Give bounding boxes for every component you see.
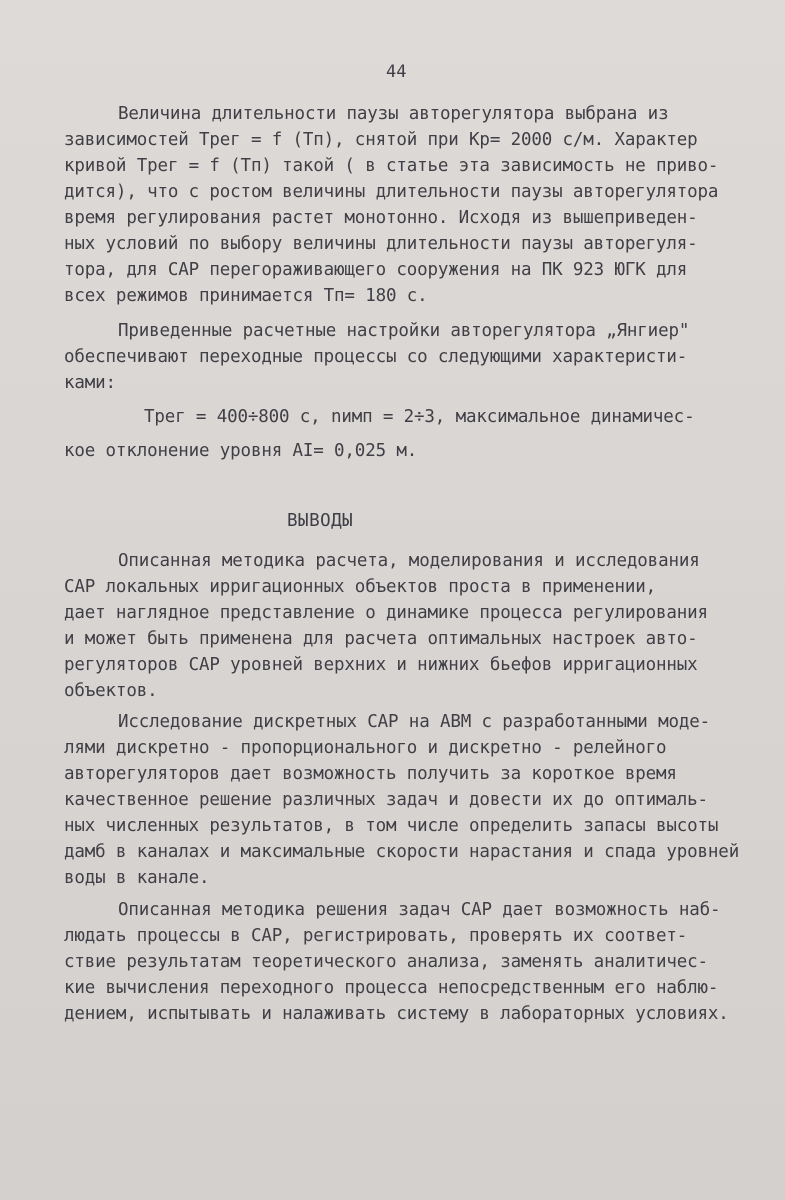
paragraph-4-line-5: ных численных результатов, в том числе определить запасы высоты	[64, 816, 719, 836]
paragraph-5-line-5: дением, испытывать и налаживать систему в лабораторных условиях.	[64, 1004, 729, 1024]
paragraph-4-line-7: воды в канале.	[64, 868, 210, 888]
paragraph-1-line-7: тора, для САР перегораживающего сооружения на ПК 923 ЮГК для	[64, 260, 688, 280]
paragraph-4-line-2: лями дискретно - пропорционального и дискретно - релейного	[64, 738, 667, 758]
paragraph-1-line-2: зависимостей Tрег = f (Tп), снятой при Kр= 2000 с/м. Характер	[64, 130, 698, 150]
page-number: 44	[386, 62, 407, 82]
paragraph-4-line-3: авторегуляторов дает возможность получить за короткое время	[64, 764, 677, 784]
paragraph-2-line-3: ками:	[64, 373, 116, 393]
paragraph-1-line-8: всех режимов принимается Tп= 180 с.	[64, 286, 428, 306]
paragraph-5-line-2: людать процессы в САР, регистрировать, проверять их соответ-	[64, 926, 688, 946]
paragraph-1-line-1: Величина длительности паузы авторегулятора выбрана из	[118, 104, 669, 124]
paragraph-1-line-3: кривой Tрег = f (Tп) такой ( в статье эта зависимость не приво-	[64, 156, 719, 176]
paragraph-4-line-6: дамб в каналах и максимальные скорости нарастания и спада уровней	[64, 842, 740, 862]
paragraph-1-line-5: время регулирования растет монотонно. Исходя из вышеприведен-	[64, 208, 698, 228]
paragraph-2-line-2: обеспечивают переходные процессы со следующими характеристи-	[64, 347, 688, 367]
paragraph-3-line-4: и может быть применена для расчета оптимальных настроек авто-	[64, 629, 698, 649]
paragraph-5-line-1: Описанная методика решения задач САР дает возможность наб-	[118, 900, 721, 920]
paragraph-5-line-3: ствие результатам теоретического анализа, заменять аналитичес-	[64, 952, 708, 972]
paragraph-2-line-5: кое отклонение уровня AI= 0,025 м.	[64, 441, 418, 461]
paragraph-1-line-6: ных условий по выбору величины длительности паузы авторегуля-	[64, 234, 698, 254]
paragraph-3-line-3: дает наглядное представление о динамике процесса регулирования	[64, 603, 708, 623]
paragraph-1-line-4: дится), что с ростом величины длительности паузы авторегулятора	[64, 182, 719, 202]
paragraph-2-line-1: Приведенные расчетные настройки авторегулятора „Янгиер"	[118, 321, 690, 341]
paragraph-4-line-1: Исследование дискретных САР на АВМ с разработанными моде-	[118, 712, 710, 732]
paragraph-3-line-5: регуляторов САР уровней верхних и нижних бьефов ирригационных	[64, 655, 698, 675]
section-heading: ВЫВОДЫ	[287, 511, 354, 531]
paragraph-3-line-1: Описанная методика расчета, моделирования и исследования	[118, 551, 700, 571]
paragraph-3-line-6: объектов.	[64, 681, 158, 701]
paragraph-3-line-2: САР локальных ирригационных объектов проста в применении,	[64, 577, 656, 597]
paragraph-5-line-4: кие вычисления переходного процесса непосредственным его наблю-	[64, 978, 719, 998]
paragraph-2-formula-line: Tрег = 400÷800 с, nимп = 2÷3, максимальное динамичес-	[144, 407, 695, 427]
paragraph-4-line-4: качественное решение различных задач и довести их до оптималь-	[64, 790, 708, 810]
